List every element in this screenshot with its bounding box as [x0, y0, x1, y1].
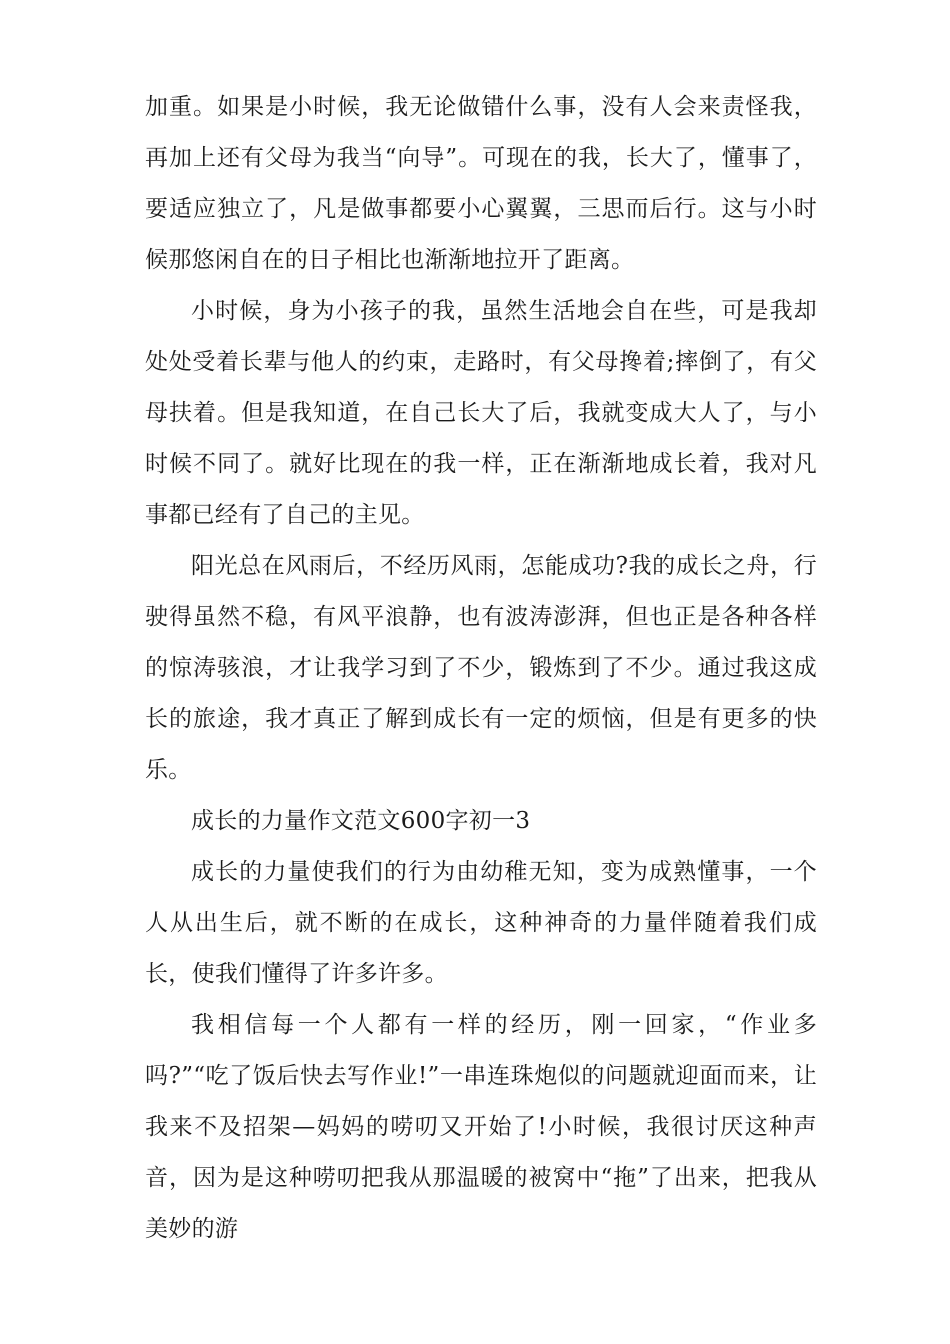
paragraph-continuation: 加重。如果是小时候，我无论做错什么事，没有人会来责怪我，再加上还有父母为我当“向导”。可现在的我，长大了，懂事了，要适应独立了，凡是做事都要小心翼翼，三思而后行。这与小时候那悠闲自在的日子相比也渐渐地拉开了距离。	[145, 94, 817, 273]
document-body	[145, 82, 817, 1255]
paragraph: 我相信每一个人都有一样的经历，刚一回家，“作业多吗?”“吃了饭后快去写作业!”一串连珠炮似的问题就迎面而来，让我来不及招架—妈妈的唠叨又开始了!小时候，我很讨厌这种声音，因为是这种唠叨把我从那温暖的被窝中“拖”了出来，把我从美妙的游	[145, 1012, 817, 1242]
paragraph: 成长的力量使我们的行为由幼稚无知，变为成熟懂事，一个人从出生后，就不断的在成长，这种神奇的力量伴随着我们成长，使我们懂得了许多许多。	[145, 859, 817, 987]
paragraph: 小时候，身为小孩子的我，虽然生活地会自在些，可是我却处处受着长辈与他人的约束，走路时，有父母搀着;摔倒了，有父母扶着。但是我知道，在自己长大了后，我就变成大人了，与小时候不同了。就好比现在的我一样，正在渐渐地成长着，我对凡事都已经有了自己的主见。	[145, 298, 817, 528]
paragraph: 阳光总在风雨后，不经历风雨，怎能成功?我的成长之舟，行驶得虽然不稳，有风平浪静，也有波涛澎湃，但也正是各种各样的惊涛骇浪，才让我学习到了不少，锻炼到了不少。通过我这成长的旅途，我才真正了解到成长有一定的烦恼，但是有更多的快乐。	[145, 553, 817, 783]
section-heading: 成长的力量作文范文600字初一3	[191, 808, 531, 834]
